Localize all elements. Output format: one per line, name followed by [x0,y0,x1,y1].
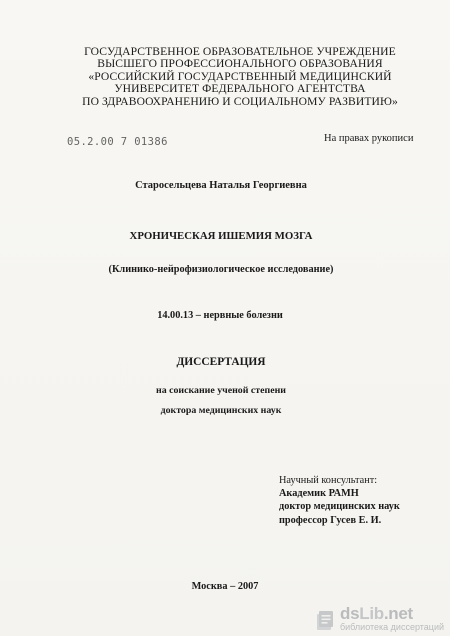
institution-header [60,46,420,108]
dslib-watermark[interactable] [315,605,444,632]
header-line: «РОССИЙСКИЙ ГОСУДАРСТВЕННЫЙ МЕДИЦИНСКИЙ [88,69,392,83]
header-line: ГОСУДАРСТВЕННОЕ ОБРАЗОВАТЕЛЬНОЕ УЧРЕЖДЕНИЕ [84,45,396,58]
brand-ds: ds [339,604,360,623]
header-line: УНИВЕРСИТЕТ ФЕДЕРАЛЬНОГО АГЕНТСТВА [114,82,366,96]
watermark-brand [340,605,413,622]
watermark-subtitle: библиотека диссертаций [339,622,444,632]
brand-net: .net [383,604,413,623]
consultant-title: Академик РАМН [279,488,359,500]
consultant-degree: доктор медицинских наук [279,501,400,513]
document-type: ДИССЕРТАЦИЯ [176,356,266,368]
library-stamp: 05.2.00 7 01386 [67,136,168,148]
consultant-name: профессор Гусев Е. И. [279,514,382,526]
header-line: ВЫСШЕГО ПРОФЕССИОНАЛЬНОГО ОБРАЗОВАНИЯ [97,57,383,71]
brand-lib: Lib [359,604,384,623]
author-name: Старосельцева Наталья Георгиевна [135,180,307,191]
dissertation-subtitle: (Клинико-нейрофизиологическое исследование) [108,264,334,275]
watermark-text [340,605,444,632]
scientific-consultant [279,474,400,527]
degree-purpose-line1: на соискание ученой степени [156,385,286,396]
consultant-label: Научный консультант: [279,475,378,486]
dissertation-title: ХРОНИЧЕСКАЯ ИШЕМИЯ МОЗГА [129,230,313,242]
rights-notice: На правах рукописи [324,133,414,144]
city-year: Москва – 2007 [191,581,259,592]
degree-purpose-line2: доктора медицинских наук [160,405,282,416]
specialty-code: 14.00.13 – нервные болезни [157,310,283,321]
header-line: ПО ЗДРАВООХРАНЕНИЮ И СОЦИАЛЬНОМУ РАЗВИТИЮ» [82,94,398,108]
dslib-logo-icon [315,608,335,632]
